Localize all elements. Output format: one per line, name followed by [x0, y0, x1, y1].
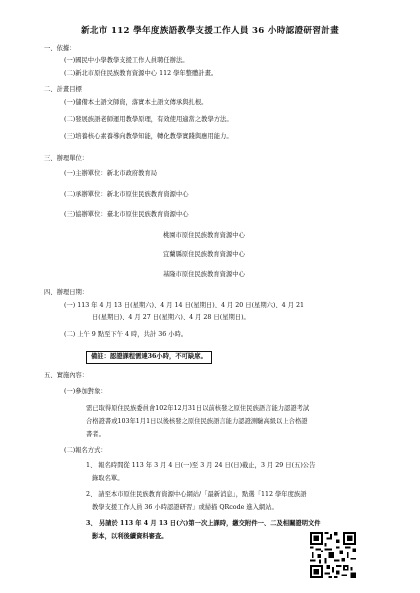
registration-3-line-2: 影本，以利後續資料審查。: [92, 533, 168, 540]
goal-item-2: (二)發展族語老師運用教學原理，有效使用適當之教學方法。: [64, 116, 233, 123]
co-organizer-1: 臺北市原住民族教育資源中心: [106, 211, 189, 218]
co-organizer-3: 宜蘭縣原住民族教育資源中心: [163, 251, 245, 258]
section-units-heading: 三、辦理單位：: [44, 155, 89, 162]
executor-unit: (二)承辦單位：新北市原住民族教育資源中心: [64, 191, 189, 198]
registration-heading: (二)報名方式：: [64, 447, 107, 454]
co-organizer-label: (三)協辦單位：臺北市原住民族教育資源中心: [64, 211, 189, 218]
eligibility-heading: (一)參加對象：: [64, 388, 107, 395]
organizer-unit: (一)主辦單位：新北市政府教育局: [64, 170, 158, 177]
section-content-heading: 五、實施內容：: [44, 372, 89, 379]
qr-code-icon[interactable]: [310, 532, 356, 578]
registration-2-line-1: 2、 請至本市原住民族教育資源中心網站/「最新消息」，點選「112 學年度族語: [86, 491, 307, 498]
goal-item-3: (三)培養核心素養導向教學知能，轉化教學實踐與應用能力。: [64, 133, 233, 140]
attendance-note: 備註：認證課程需達36小時，不可缺席。: [86, 351, 212, 364]
dates-line-2: 日(星期日)、4 月 27 日(星期六)、4 月 28 日(星期日)。: [92, 314, 250, 321]
section-basis-heading: 一、依據：: [44, 45, 76, 52]
registration-1-line-1: 1、 報名時間從 113 年 3 月 4 日(一)至 3 月 24 日(日)截止，3 月 29 日(五)公告: [86, 462, 316, 469]
co-organizer-4: 基隆市原住民族教育資源中心: [163, 271, 245, 278]
eligibility-line-2: 合格證書或103年1月1日以後核發之原住民族語言能力認證測驗高級以上合格證: [86, 418, 308, 425]
registration-3-line-1: 3、 另請於 113 年 4 月 13 日(六)第一次上課時，繳交附件一、二及相關證明文件: [86, 520, 321, 527]
dates-time: (二) 上午 9 點至下午 4 時，共計 36 小時。: [64, 331, 188, 338]
basis-item-2: (二)新北市原住民族教育資源中心 112 學年整體計畫。: [64, 70, 218, 77]
co-organizer-2: 桃園市原住民族教育資源中心: [163, 232, 245, 239]
registration-2-line-2: 教學支援工作人員 36 小時認證研習」或掃描 QRcode 進入網站。: [92, 504, 278, 511]
basis-item-1: (一)國民中小學教學支援工作人員聘任辦法。: [64, 57, 189, 64]
eligibility-line-1: 需已取得原住民族委員會102年12月31日以前核發之原住民族語言能力認證考試: [86, 405, 310, 412]
goal-item-1: (一)儲備本土語文師資，落實本土語文傳承與扎根。: [64, 99, 208, 106]
dates-line-1: (一) 113 年 4 月 13 日(星期六)、4 月 14 日(星期日)、4 月 20 日(星期六)、4 月 21: [64, 302, 305, 309]
eligibility-line-3: 書者。: [86, 431, 105, 438]
page-title: 新北市 112 學年度族語教學支援工作人員 36 小時認證研習計畫: [80, 26, 340, 36]
section-dates-heading: 四、辦理日期：: [44, 289, 89, 296]
section-goals-heading: 二、計畫目標: [44, 86, 82, 93]
registration-1-line-2: 錄取名單。: [92, 475, 124, 482]
